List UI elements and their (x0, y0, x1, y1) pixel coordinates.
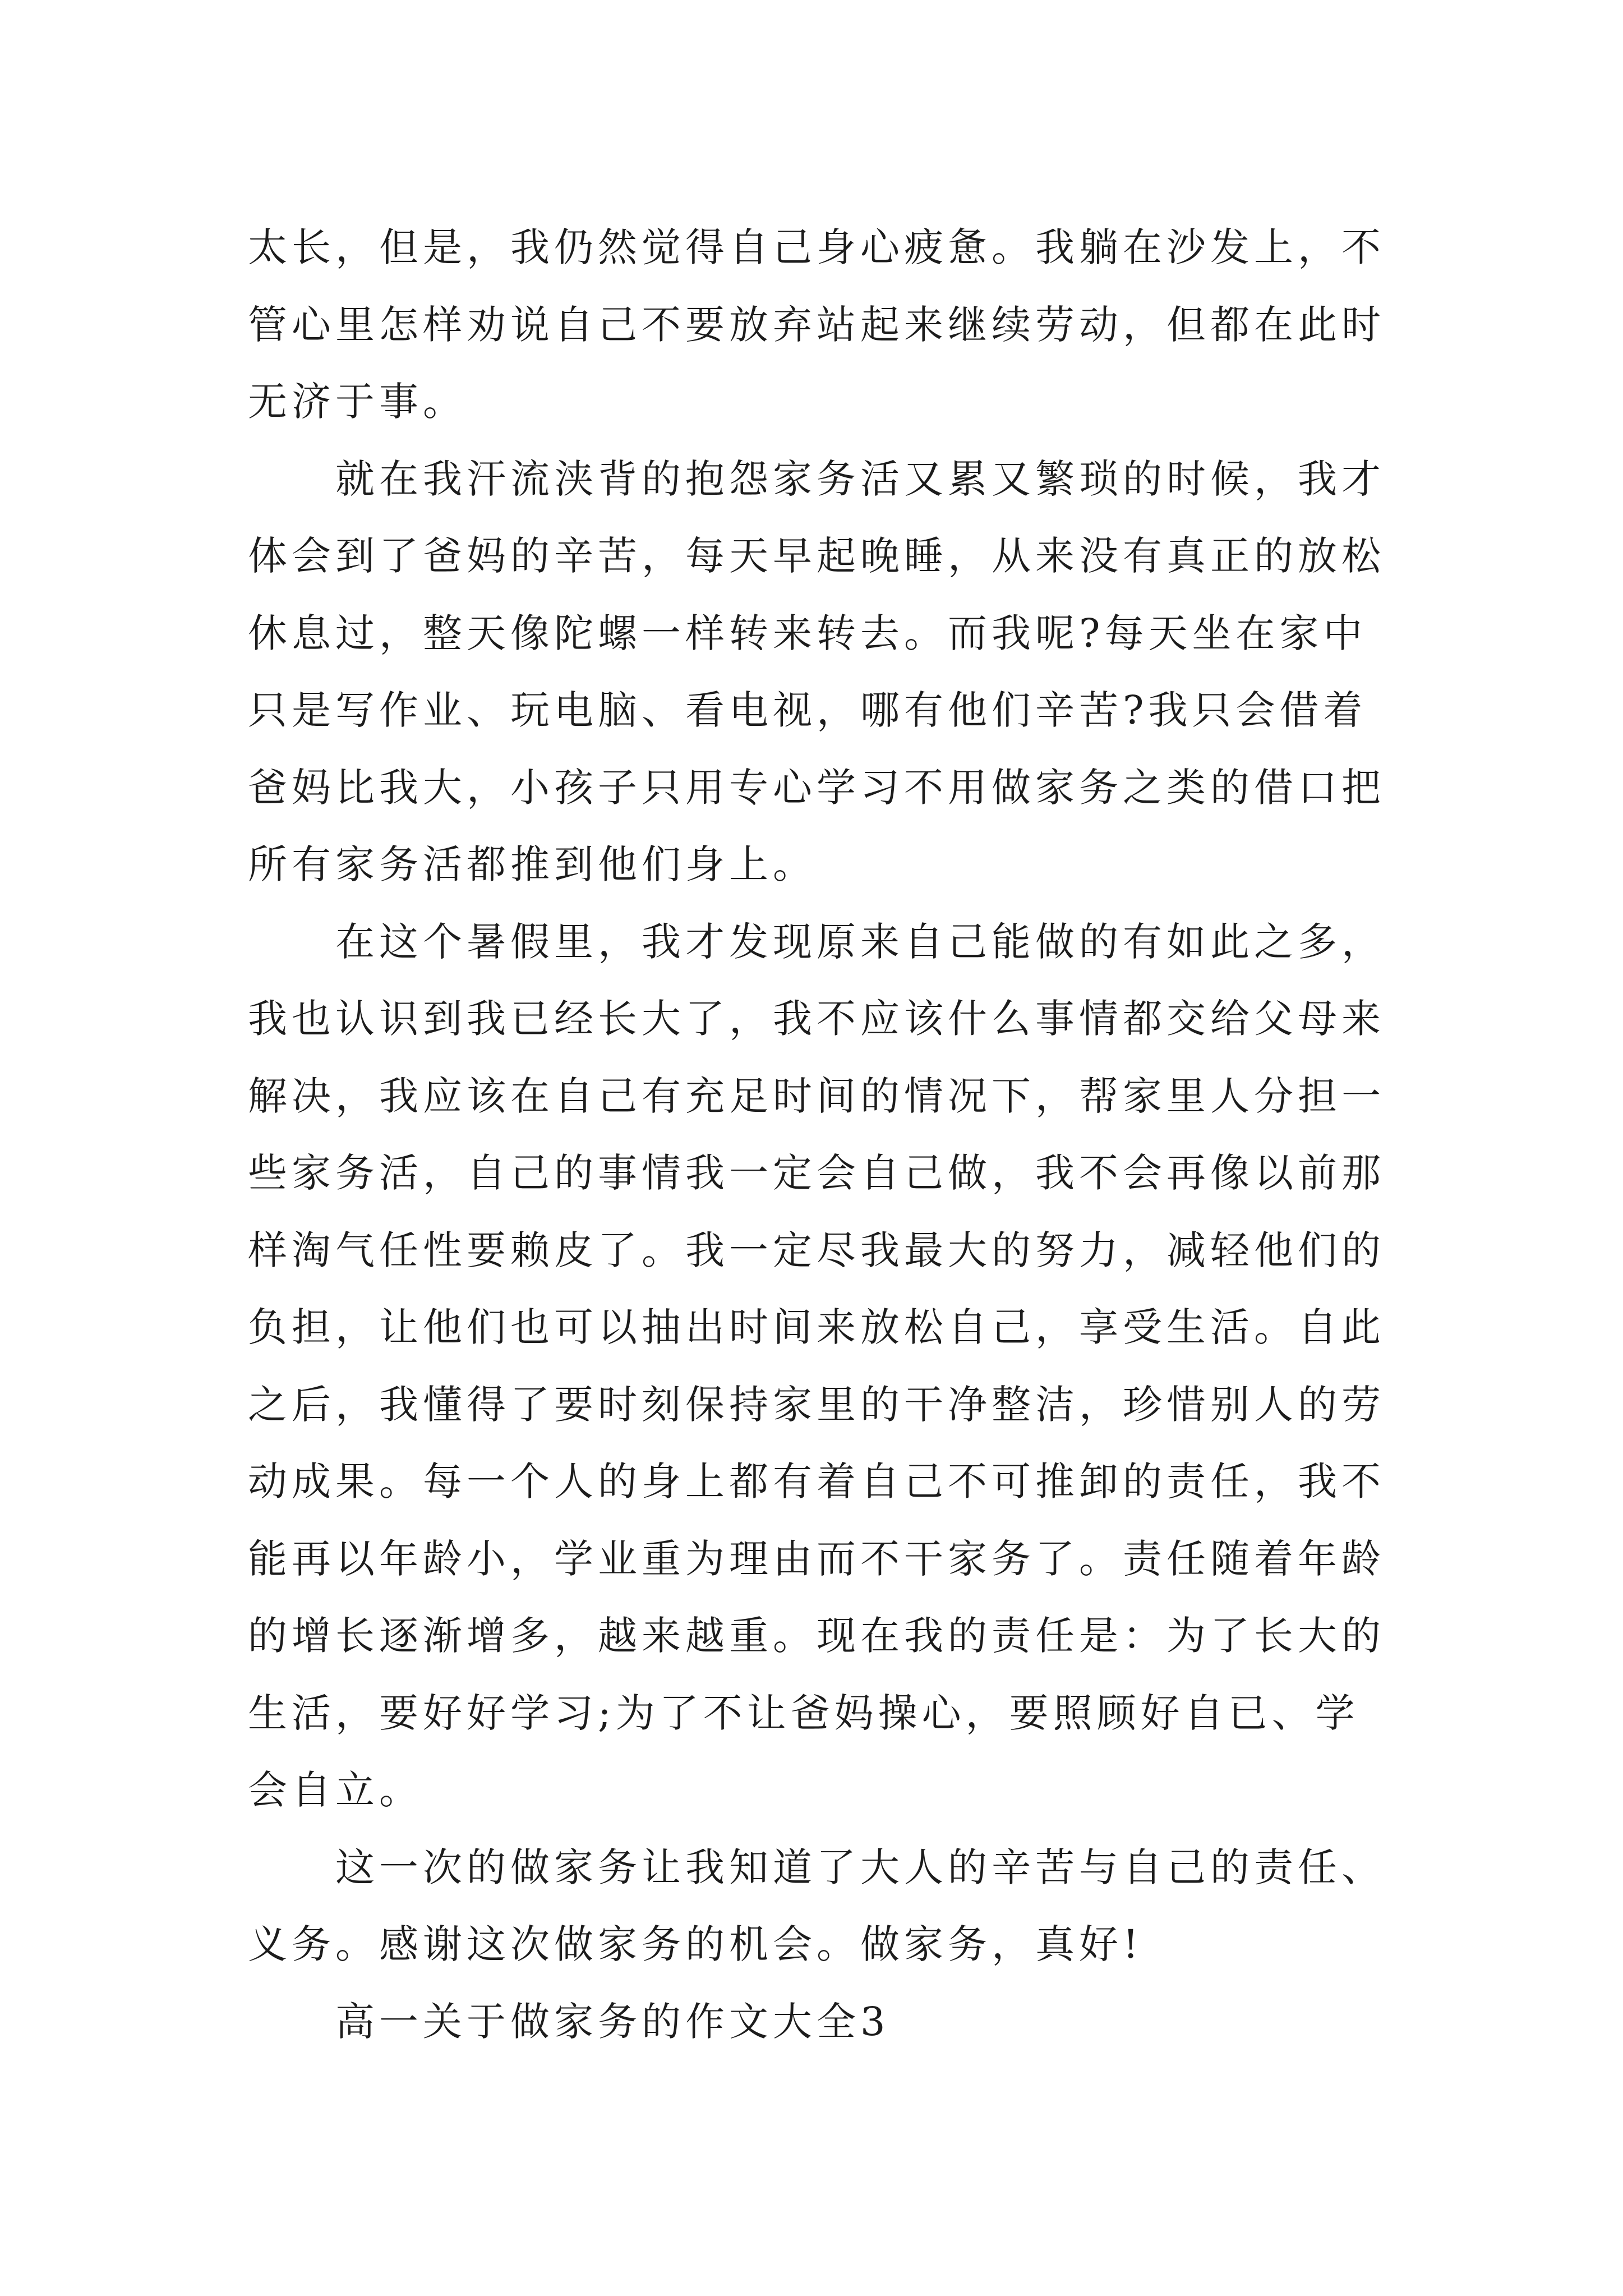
text-line: 能再以年龄小，学业重为理由而不干家务了。责任随着年龄 (248, 1535, 1385, 1582)
text-line: 解决，我应该在自己有充足时间的情况下，帮家里人分担一 (248, 1073, 1385, 1119)
text-line: 动成果。每一个人的身上都有着自己不可推卸的责任，我不 (248, 1458, 1385, 1504)
text-line: 休息过，整天像陀螺一样转来转去。而我呢?每天坐在家中 (248, 610, 1367, 656)
text-line: 这一次的做家务让我知道了大人的辛苦与自己的责任、 (335, 1844, 1385, 1890)
text-line: 管心里怎样劝说自己不要放弃站起来继续劳动，但都在此时 (248, 301, 1385, 348)
text-line: 我也认识到我已经长大了，我不应该什么事情都交给父母来 (248, 996, 1385, 1042)
text-line: 只是写作业、玩电脑、看电视，哪有他们辛苦?我只会借着 (248, 687, 1367, 733)
text-line: 太长，但是，我仍然觉得自己身心疲惫。我躺在沙发上，不 (248, 224, 1385, 270)
section-heading-text: 高一关于做家务的作文大全3 (335, 1998, 890, 2045)
text-line: 些家务活，自己的事情我一定会自己做，我不会再像以前那 (248, 1150, 1385, 1196)
text-line: 在这个暑假里，我才发现原来自己能做的有如此之多， (335, 918, 1385, 965)
paragraph (248, 904, 1403, 1829)
text-line: 会自立。 (248, 1767, 423, 1813)
text-line: 义务。感谢这次做家务的机会。做家务，真好! (248, 1921, 1144, 1967)
paragraph (248, 1829, 1403, 1984)
text-line: 所有家务活都推到他们身上。 (248, 841, 817, 887)
text-line: 样淘气任性要赖皮了。我一定尽我最大的努力，减轻他们的 (248, 1227, 1385, 1273)
text-line: 爸妈比我大，小孩子只用专心学习不用做家务之类的借口把 (248, 764, 1385, 811)
text-line: 的增长逐渐增多，越来越重。现在我的责任是：为了长大的 (248, 1613, 1385, 1659)
paragraph-continued (248, 209, 1403, 441)
text-line: 生活，要好好学习;为了不让爸妈操心，要照顾好自已、学 (248, 1690, 1359, 1736)
text-line: 体会到了爸妈的辛苦，每天早起晚睡，从来没有真正的放松 (248, 533, 1385, 579)
paragraph (248, 441, 1403, 904)
text-line: 之后，我懂得了要时刻保持家里的干净整洁，珍惜别人的劳 (248, 1381, 1385, 1428)
document-body (248, 209, 1403, 2060)
text-line: 就在我汗流浃背的抱怨家务活又累又繁琐的时候，我才 (335, 455, 1385, 502)
section-heading (248, 1984, 1403, 2061)
text-line: 负担，让他们也可以抽出时间来放松自己，享受生活。自此 (248, 1304, 1385, 1350)
text-line: 无济于事。 (248, 379, 467, 425)
